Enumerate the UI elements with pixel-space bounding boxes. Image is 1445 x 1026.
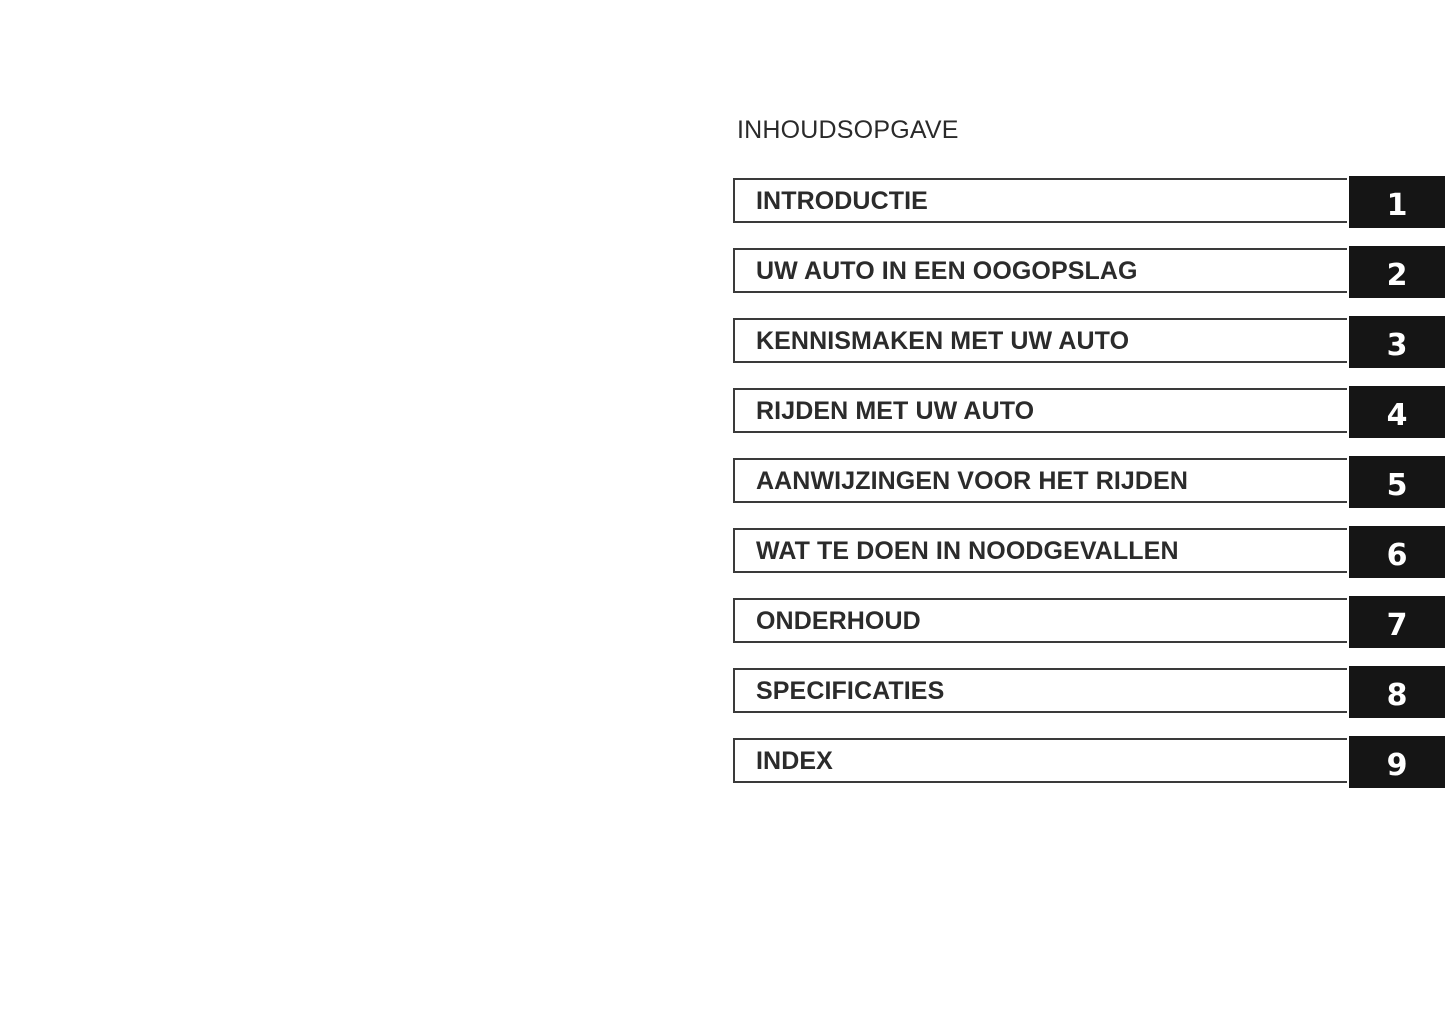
toc-entry-9 (733, 736, 1445, 806)
toc-entry-label: ONDERHOUD (756, 607, 921, 635)
toc-entry-3 (733, 316, 1445, 386)
chapter-number: 3 (1386, 328, 1408, 363)
toc-link-6[interactable] (733, 528, 1347, 573)
chapter-number: 8 (1386, 678, 1408, 713)
toc-link-7[interactable] (733, 598, 1347, 643)
toc-entry-8 (733, 666, 1445, 736)
toc-entry-label: SPECIFICATIES (756, 677, 945, 705)
toc-entry-label: WAT TE DOEN IN NOODGEVALLEN (756, 537, 1179, 565)
toc-entry-label: UW AUTO IN EEN OOGOPSLAG (756, 257, 1138, 285)
chapter-tab-6[interactable] (1349, 526, 1445, 578)
chapter-tab-5[interactable] (1349, 456, 1445, 508)
chapter-number: 1 (1386, 188, 1408, 223)
chapter-number: 4 (1386, 398, 1408, 433)
toc-link-5[interactable] (733, 458, 1347, 503)
toc-link-1[interactable] (733, 178, 1347, 223)
toc-entry-7 (733, 596, 1445, 666)
chapter-tab-9[interactable] (1349, 736, 1445, 788)
toc-entry-5 (733, 456, 1445, 526)
page-title: INHOUDSOPGAVE (737, 116, 959, 144)
toc-entry-4 (733, 386, 1445, 456)
chapter-tab-4[interactable] (1349, 386, 1445, 438)
toc-entry-label: INTRODUCTIE (756, 187, 928, 215)
toc-link-2[interactable] (733, 248, 1347, 293)
toc-link-4[interactable] (733, 388, 1347, 433)
chapter-number: 5 (1386, 468, 1408, 503)
chapter-number: 2 (1386, 258, 1408, 293)
chapter-tab-3[interactable] (1349, 316, 1445, 368)
toc-link-8[interactable] (733, 668, 1347, 713)
toc-entry-2 (733, 246, 1445, 316)
toc-entry-label: KENNISMAKEN MET UW AUTO (756, 327, 1130, 355)
toc-entry-label: INDEX (756, 747, 833, 775)
chapter-number: 7 (1386, 608, 1408, 643)
toc-link-3[interactable] (733, 318, 1347, 363)
table-of-contents (733, 176, 1445, 806)
toc-link-9[interactable] (733, 738, 1347, 783)
chapter-tab-1[interactable] (1349, 176, 1445, 228)
chapter-tab-8[interactable] (1349, 666, 1445, 718)
toc-entry-label: RIJDEN MET UW AUTO (756, 397, 1035, 425)
toc-entry-1 (733, 176, 1445, 246)
toc-entry-6 (733, 526, 1445, 596)
chapter-number: 9 (1386, 748, 1408, 783)
chapter-tab-2[interactable] (1349, 246, 1445, 298)
toc-entry-label: AANWIJZINGEN VOOR HET RIJDEN (756, 467, 1188, 495)
chapter-tab-7[interactable] (1349, 596, 1445, 648)
chapter-number: 6 (1386, 538, 1408, 573)
